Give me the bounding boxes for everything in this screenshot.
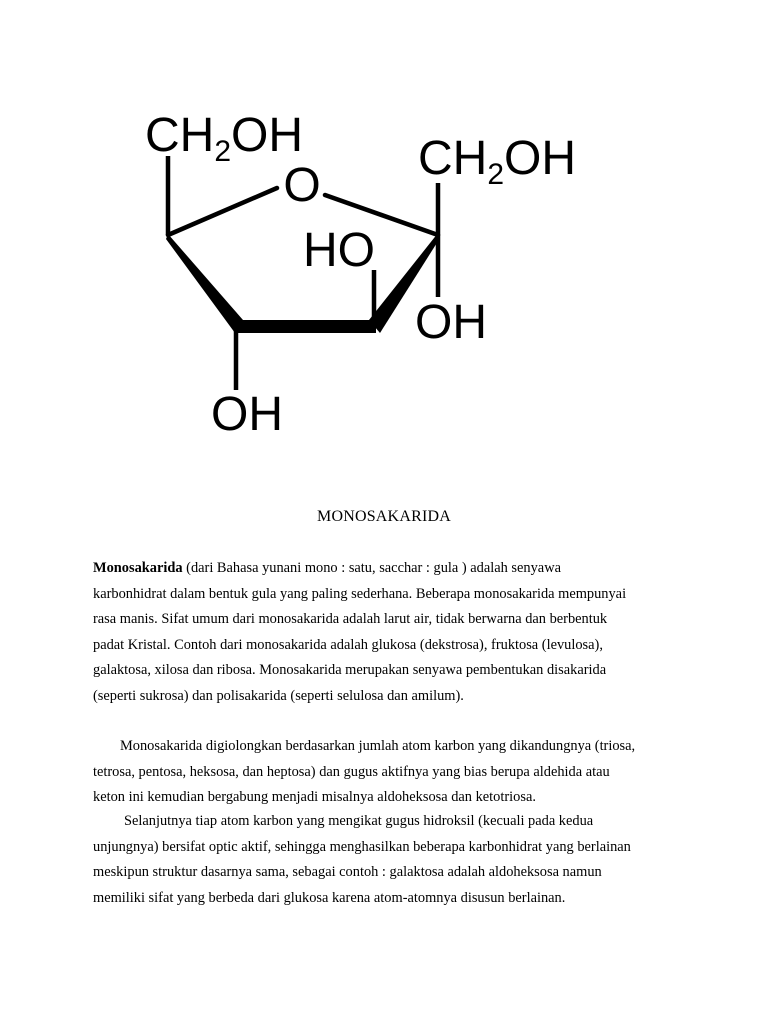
paragraph-optical-activity xyxy=(93,809,683,911)
paragraph-line: memiliki sifat yang berbeda dari glukosa karena atom-atomnya disusun berlainan. xyxy=(93,889,566,906)
ho-c3-label: HO xyxy=(303,224,375,277)
paragraph-definition xyxy=(93,556,683,709)
paragraph-line: keton ini kemudian bergabung menjadi misalnya aldoheksosa dan ketotriosa. xyxy=(93,789,536,805)
ch2oh-left-label: $CH_2OH$ xyxy=(145,109,304,168)
ch2oh-right-label: $CH_2OH$ xyxy=(418,132,577,191)
paragraph-line: Monosakarida digiolongkan berdasarkan jumlah atom karbon yang dikandungnya (triosa, xyxy=(120,738,636,754)
oh-c2-label: OH xyxy=(415,296,487,349)
paragraph-line xyxy=(93,556,683,582)
paragraph-line: rasa manis. Sifat umum dari monosakarida adalah larut air, tidak berwarna dan berbentuk xyxy=(93,611,608,627)
bond-c5-o xyxy=(168,188,277,235)
wedge-bond-c5-c4 xyxy=(166,234,243,333)
paragraph-line: karbonhidrat dalam bentuk gula yang paling sederhana. Beberapa monosakarida mempunyai xyxy=(93,585,627,602)
ring-oxygen-label: O xyxy=(283,159,321,212)
term-bold: Monosakarida xyxy=(93,560,183,576)
paragraph-line: Selanjutnya tiap atom karbon yang mengikat gugus hidroksil (kecuali pada kedua xyxy=(124,813,594,829)
paragraph-line: tetrosa, pentosa, heksosa, dan heptosa) dan gugus aktifnya yang bias berupa aldehida atau xyxy=(93,763,610,780)
paragraph-line: (seperti sukrosa) dan polisakarida (seperti selulosa dan amilum). xyxy=(93,687,464,704)
bold-bond-c4-c3 xyxy=(236,320,376,333)
document-title: MONOSAKARIDA xyxy=(317,508,451,525)
fructofuranose-structure xyxy=(0,0,768,470)
oh-c4-label: OH xyxy=(211,388,283,441)
paragraph-classification xyxy=(93,734,683,811)
paragraph-line: unjungnya) bersifat optic aktif, sehingga menghasilkan beberapa karbonhidrat yang berlainan xyxy=(93,838,631,855)
paragraph-line: meskipun struktur dasarnya sama, sebagai contoh : galaktosa adalah aldoheksosa namun xyxy=(93,864,602,880)
paragraph-line: padat Kristal. Contoh dari monosakarida adalah glukosa (dekstrosa), fruktosa (levulosa), xyxy=(93,636,603,653)
line-text: (dari Bahasa yunani mono : satu, sacchar : gula ) adalah senyawa xyxy=(182,560,561,576)
paragraph-line: galaktosa, xilosa dan ribosa. Monosakarida merupakan senyawa pembentukan disakarida xyxy=(93,662,607,678)
